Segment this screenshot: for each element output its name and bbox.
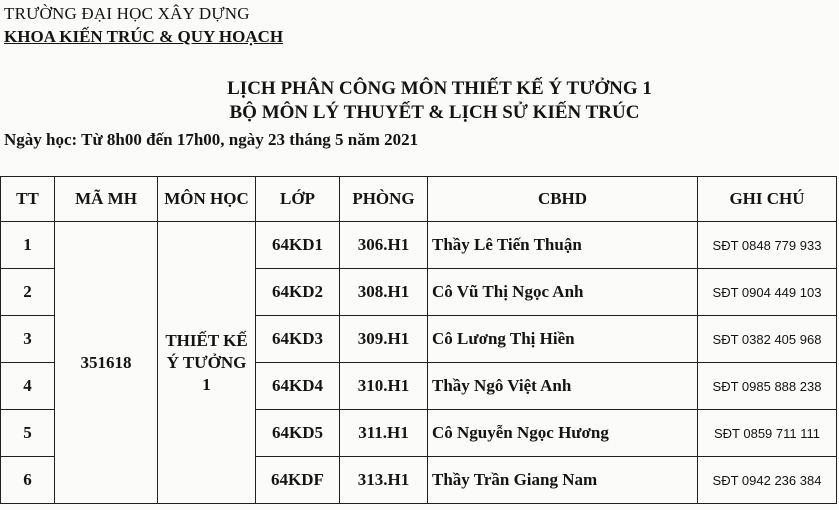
- row-room: 310.H1: [340, 363, 428, 410]
- row-class: 64KD4: [256, 363, 340, 410]
- row-class: 64KD2: [256, 269, 340, 316]
- header-tt: TT: [1, 177, 55, 222]
- row-phone: SĐT 0848 779 933: [698, 222, 837, 269]
- header-cbhd: CBHD: [428, 177, 698, 222]
- row-tt: 1: [1, 222, 55, 269]
- row-instructor: Cô Lương Thị Hiền: [428, 316, 698, 363]
- row-class: 64KD3: [256, 316, 340, 363]
- row-tt: 4: [1, 363, 55, 410]
- header-ma-mh: MÃ MH: [55, 177, 158, 222]
- table-row: [1, 222, 837, 269]
- row-instructor: Thầy Lê Tiến Thuận: [428, 222, 698, 269]
- row-room: 308.H1: [340, 269, 428, 316]
- row-phone: SĐT 0382 405 968: [698, 316, 837, 363]
- schedule-date: Ngày học: Từ 8h00 đến 17h00, ngày 23 tháng 5 năm 2021: [4, 130, 419, 149]
- row-tt: 6: [1, 457, 55, 504]
- row-phone: SĐT 0859 711 111: [698, 410, 837, 457]
- course-code: 351618: [55, 222, 158, 504]
- row-room: 306.H1: [340, 222, 428, 269]
- table-header-row: [1, 177, 837, 222]
- row-phone: SĐT 0942 236 384: [698, 457, 837, 504]
- school-name: TRƯỜNG ĐẠI HỌC XÂY DỰNG: [4, 4, 250, 23]
- header-mon-hoc: MÔN HỌC: [158, 177, 256, 222]
- header-phong: PHÒNG: [340, 177, 428, 222]
- row-class: 64KD1: [256, 222, 340, 269]
- row-tt: 5: [1, 410, 55, 457]
- faculty-name: KHOA KIẾN TRÚC & QUY HOẠCH: [4, 27, 284, 46]
- document-title: LỊCH PHÂN CÔNG MÔN THIẾT KẾ Ý TƯỞNG 1: [227, 78, 652, 99]
- row-phone: SĐT 0904 449 103: [698, 269, 837, 316]
- row-room: 311.H1: [340, 410, 428, 457]
- row-phone: SĐT 0985 888 238: [698, 363, 837, 410]
- document-subtitle: BỘ MÔN LÝ THUYẾT & LỊCH SỬ KIẾN TRÚC: [229, 102, 640, 123]
- row-tt: 2: [1, 269, 55, 316]
- header-ghi-chu: GHI CHÚ: [698, 177, 837, 222]
- schedule-table: [0, 176, 837, 504]
- row-instructor: Thầy Ngô Việt Anh: [428, 363, 698, 410]
- row-tt: 3: [1, 316, 55, 363]
- course-name: THIẾT KẾ Ý TƯỞNG 1: [158, 222, 256, 504]
- row-instructor: Cô Vũ Thị Ngọc Anh: [428, 269, 698, 316]
- row-room: 309.H1: [340, 316, 428, 363]
- header-lop: LỚP: [256, 177, 340, 222]
- row-class: 64KD5: [256, 410, 340, 457]
- row-instructor: Thầy Trần Giang Nam: [428, 457, 698, 504]
- row-class: 64KDF: [256, 457, 340, 504]
- row-instructor: Cô Nguyễn Ngọc Hương: [428, 410, 698, 457]
- row-room: 313.H1: [340, 457, 428, 504]
